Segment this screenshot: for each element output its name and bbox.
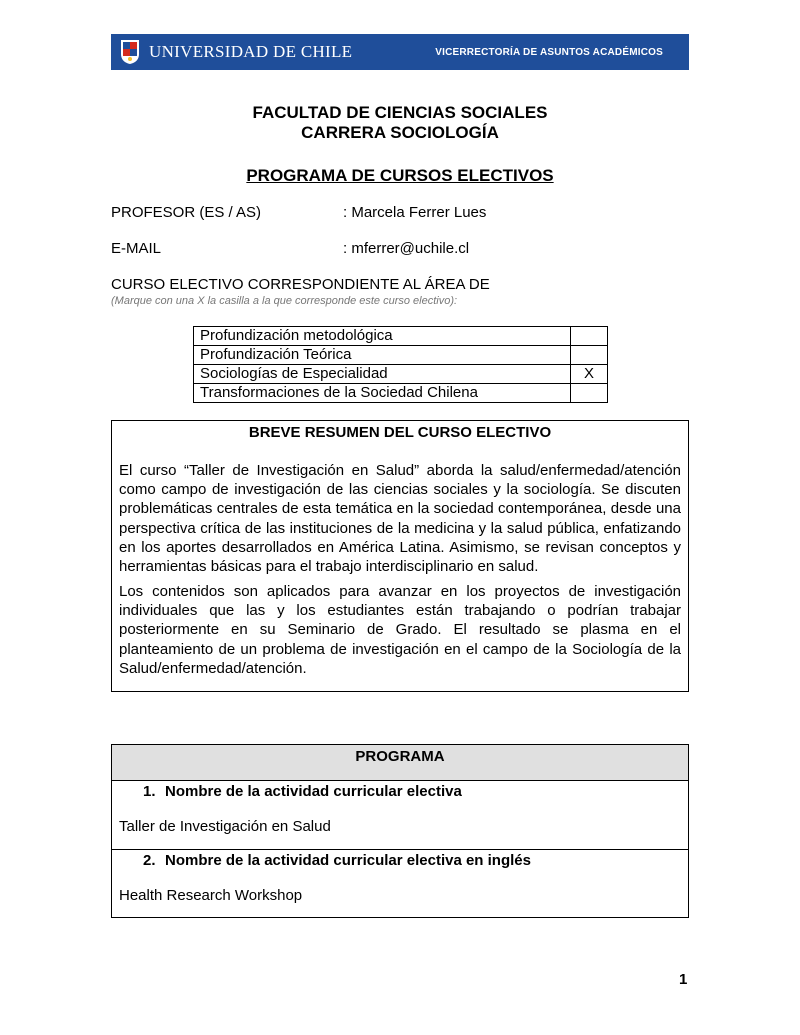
crest-icon: [119, 38, 141, 66]
professor-value: : Marcela Ferrer Lues: [343, 204, 487, 221]
section-title: Nombre de la actividad curricular electiva: [165, 783, 462, 800]
program-title: PROGRAMA DE CURSOS ELECTIVOS: [246, 166, 554, 185]
program-section: [112, 849, 688, 918]
section-question: [143, 783, 462, 800]
email-label: E-MAIL: [111, 240, 162, 257]
section-answer: Health Research Workshop: [119, 887, 303, 904]
section-question: [143, 852, 531, 869]
career-title: CARRERA SOCIOLOGÍA: [301, 123, 499, 142]
area-checkbox: [571, 346, 608, 365]
area-table: [193, 326, 608, 403]
faculty-title: FACULTAD DE CIENCIAS SOCIALES: [252, 103, 548, 122]
professor-label: PROFESOR (ES / AS): [111, 204, 262, 221]
area-name: Profundización Teórica: [194, 346, 571, 365]
area-note: (Marque con una X la casilla a la que corresponde este curso electivo):: [111, 295, 458, 307]
table-row: [194, 365, 608, 384]
summary-paragraph: El curso “Taller de Investigación en Salud” aborda la salud/enfermedad/atención como campo de investigación de las ciencias sociales y la sociología. Se discuten problemáticas centrales de esta temática en la sociedad contemporánea, desde una perspectiva crítica de las instituciones de la medicina y la salud pública, enfatizando en los aportes desarrollados en América Latina. Asimismo, se revisan conceptos y herramientas básicas para el trabajo interdisciplinario en salud.: [119, 462, 681, 576]
section-title: Nombre de la actividad curricular electiva en inglés: [165, 852, 531, 869]
area-checkbox: [571, 384, 608, 403]
email-value: : mferrer@uchile.cl: [343, 240, 470, 257]
table-row: [194, 346, 608, 365]
university-name: UNIVERSIDAD DE CHILE: [149, 42, 353, 61]
area-checkbox: X: [571, 365, 608, 384]
table-row: [194, 327, 608, 346]
area-name: Sociologías de Especialidad: [194, 365, 571, 384]
page-number: 1: [679, 971, 688, 988]
summary-heading: BREVE RESUMEN DEL CURSO ELECTIVO: [248, 424, 552, 441]
program-box: [111, 744, 689, 918]
header-banner: [111, 34, 689, 70]
summary-paragraph: Los contenidos son aplicados para avanzar en los proyectos de investigación individuales que las y los estudiantes están trabajando o podrían trabajar posteriormente en su Seminario de Grado. El resultado se plasma en el planteamiento de un problema de investigación en el campo de la Sociología de la Salud/enfermedad/atención.: [119, 583, 681, 677]
program-heading: PROGRAMA: [112, 745, 688, 781]
vicerrectoria-label: VICERRECTORÍA DE ASUNTOS ACADÉMICOS: [435, 46, 663, 58]
area-name: Transformaciones de la Sociedad Chilena: [194, 384, 571, 403]
section-answer: Taller de Investigación en Salud: [119, 818, 331, 835]
program-section: [112, 781, 688, 849]
area-checkbox: [571, 327, 608, 346]
area-title: CURSO ELECTIVO CORRESPONDIENTE AL ÁREA DE: [111, 276, 490, 293]
university-logo: [111, 38, 352, 66]
section-number: 2.: [143, 852, 156, 869]
section-number: 1.: [143, 783, 156, 800]
summary-box: [111, 420, 689, 692]
table-row: [194, 384, 608, 403]
area-name: Profundización metodológica: [194, 327, 571, 346]
